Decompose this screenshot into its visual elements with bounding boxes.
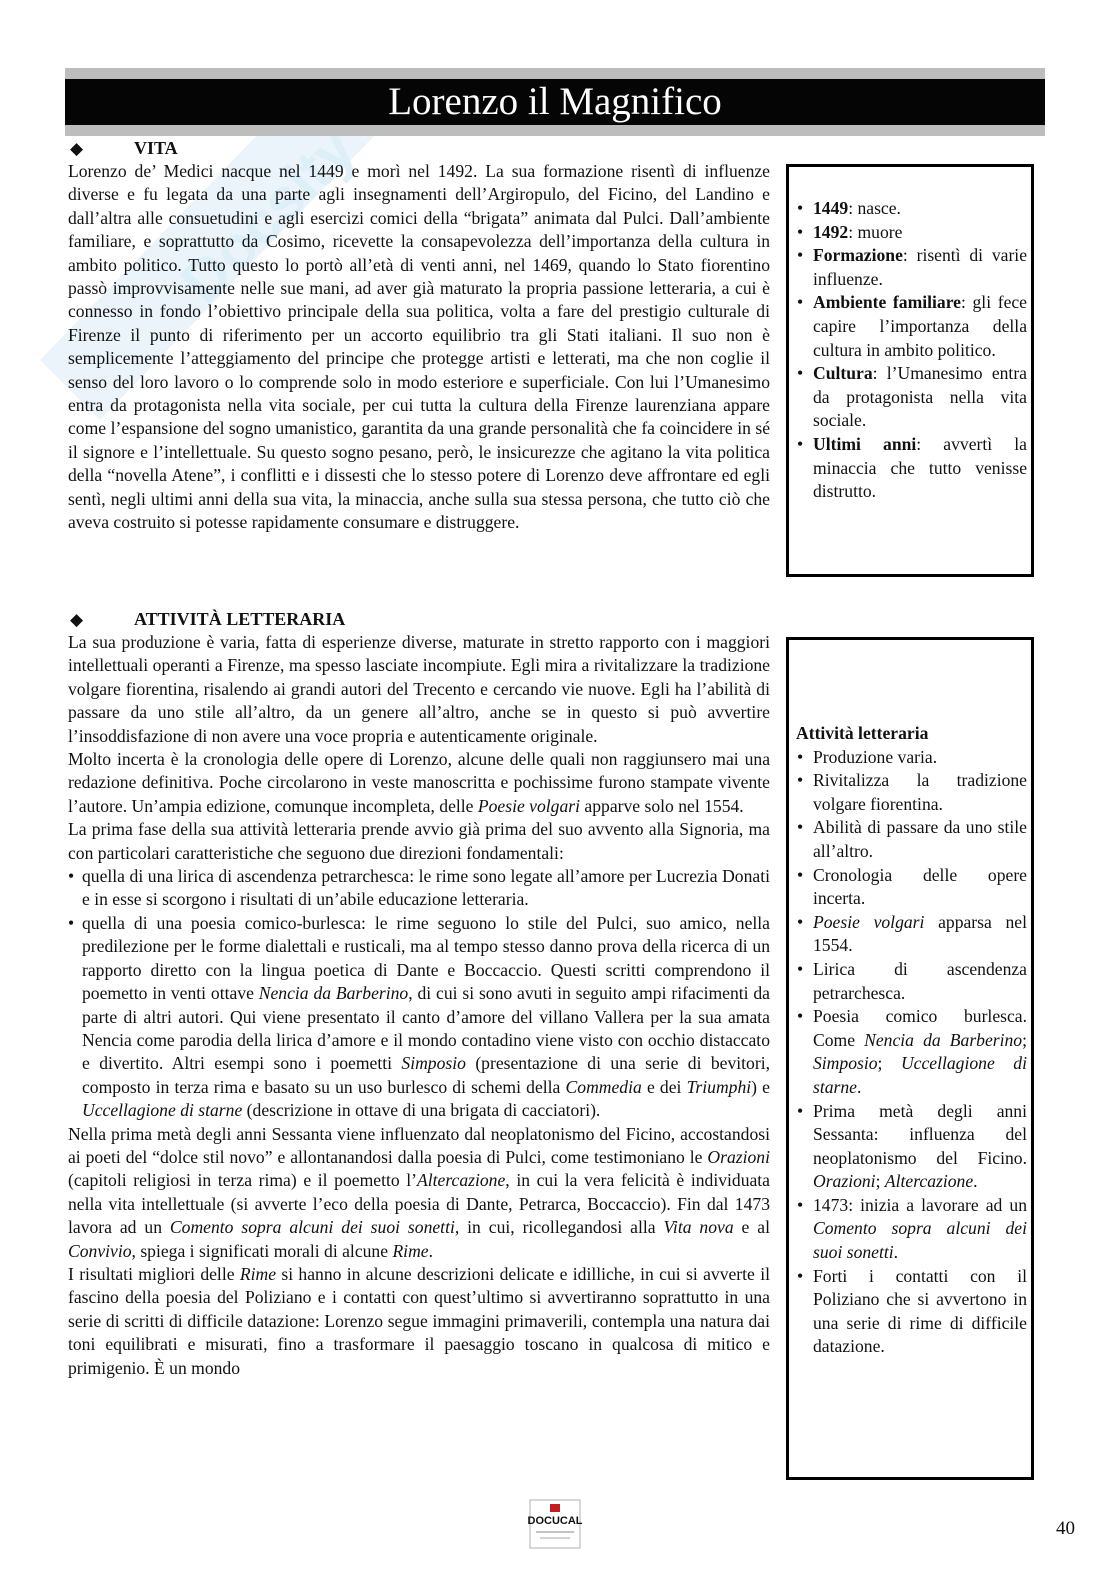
section-heading-attivita xyxy=(68,608,770,631)
diamond-bullet-icon: ◆ xyxy=(70,139,84,158)
diamond-bullet-icon: ◆ xyxy=(70,610,84,629)
logo-text: DOCUCAL xyxy=(527,1515,583,1527)
list-item: • quella di una lirica di ascendenza petrarchesca: le rime sono legate all’amore per Lucrezia Donati e in esse si scorgono i risultati di un’abile educazione letteraria. xyxy=(82,865,770,912)
list-item: • Ultimi anni: avvertì la minaccia che tutto venisse distrutto. xyxy=(813,433,1027,504)
sidebar-list xyxy=(796,746,1027,1359)
list-item: • Formazione: risentì di varie influenze. xyxy=(813,244,1027,291)
heading-text: ATTIVITÀ LETTERARIA xyxy=(134,609,346,629)
list-item: • Rivitalizza la tradizione volgare fiorentina. xyxy=(813,769,1027,816)
heading-text: VITA xyxy=(134,138,178,158)
list-item: • 1473: inizia a lavorare ad un Comento sopra alcuni dei suoi sonetti. xyxy=(813,1194,1027,1265)
sidebar-list xyxy=(796,197,1027,504)
watermark-text: Docsity xyxy=(167,115,369,316)
list-item: • Poesie volgari apparsa nel 1554. xyxy=(813,911,1027,958)
section-attivita-letteraria xyxy=(68,608,770,1380)
sidebar-box-attivita xyxy=(786,637,1034,1480)
list-item: • Abilità di passare da uno stile all’altro. xyxy=(813,816,1027,863)
list-item: • quella di una poesia comico-burlesca: le rime seguono lo stile del Pulci, suo amico, nella predilezione per le forme dialettali e rusticali, ma al tempo stesso danno prova della ricerca di un rapporto diretto con la lingua poetica di Dante e Boccaccio. Questi scritti comprendono il poemetto in venti ottave Nencia da Barberino, di cui si sono avuti in seguito ampi rifacimenti da parte di altri autori. Qui viene presentato il canto d’amore del villano Vallera per la sua amata Nencia come parodia della lirica d’amore e il mondo contadino viene visto con occhio distaccato e divertito. Altri esempi sono i poemetti Simposio (presentazione di una serie di bevitori, composto in terza rima e basato su un uso burlesco di schemi della Commedia e dei Triumphi) e Uccellagione di starne (descrizione in ottave di una brigata di cacciatori). xyxy=(82,912,770,1123)
attivita-paragraph-1: La sua produzione è varia, fatta di esperienze diverse, maturate in stretto rapporto con i maggiori intellettuali operanti a Firenze, ma spesso lasciate incompiute. Egli mira a rivitalizzare la tradizione volgare fiorentina, risalendo ai grandi autori del Trecento e cercando vie nuove. Egli ha l’abilità di passare da uno stile all’altro, da un genere all’altro, anche se in questo si può avvertire l’insoddisfazione di non avere una voce propria e autenticamente originale. xyxy=(68,632,770,746)
directions-list xyxy=(68,865,770,1122)
vita-paragraph: Lorenzo de’ Medici nacque nel 1449 e morì nel 1492. La sua formazione risentì di influenze diverse e fu legata da una parte agli insegnamenti dell’Argiropulo, del Ficino, del Landino e dall’altra alle consuetudini e agli esercizi comici della “brigata” animata dal Pulci. Dall’ambiente familiare, e soprattutto da Cosimo, ricevette la consapevolezza dell’importanza della cultura in ambito politico. Tutto questo lo portò all’età di venti anni, nel 1469, quando lo Stato fiorentino passò improvvisamente nelle sue mani, ad aver già maturato la propria passione letteraria, a cui è connesso in fondo l’obiettivo principale della sua politica, volta a fare del prestigio culturale di Firenze il punto di riferimento per un accorto equilibrio tra gli Stati italiani. Il suo non è semplicemente l’atteggiamento del principe che protegge artisti e letterati, ma che non coglie il senso del loro lavoro o lo comprende solo in modo esteriore e superficiale. Con lui l’Umanesimo entra da protagonista nella vita sociale, per cui tutta la cultura della Firenze laurenziana appare come l’espansione del sogno umanistico, garantita da una grande personalità che fa coincidere in sé il signore e l’intellettuale. Su questo sogno pesano, però, le insicurezze che agitano la vita politica della “novella Atene”, i conflitti e i dissesti che lo stesso potere di Lorenzo deve affrontare ed egli sentì, negli ultimi anni della sua vita, la minaccia, anche sulla sua stessa persona, che tutto ciò che aveva costruito si potesse rapidamente consumare e distruggere. xyxy=(68,161,770,533)
list-item: • Lirica di ascendenza petrarchesca. xyxy=(813,958,1027,1005)
sidebar-box-vita xyxy=(786,164,1034,577)
page-number: 40 xyxy=(1056,1518,1075,1539)
page-title: Lorenzo il Magnifico xyxy=(65,79,1045,125)
list-item: • Forti i contatti con il Poliziano che si avvertono in una serie di rime di difficile datazione. xyxy=(813,1265,1027,1359)
attivita-paragraph-3: La prima fase della sua attività letteraria prende avvio già prima del suo avvento alla Signoria, ma con particolari caratteristiche che seguono due direzioni fondamentali: xyxy=(68,819,770,863)
attivita-paragraph-5: I risultati migliori delle Rime si hanno in alcune descrizioni delicate e idilliche, in cui si avverte il fascino della poesia del Poliziano e i contatti con quest’ultimo si avvertiranno soprattutto in una serie di scritti di difficile datazione: Lorenzo segue immagini primaverili, contempla una natura dai toni equilibrati e misurati, fino a trasformare il paesaggio toscano in qualcosa di mitico e primigenio. È un mondo xyxy=(68,1263,770,1378)
attivita-paragraph-4: Nella prima metà degli anni Sessanta viene influenzato dal neoplatonismo del Ficino, accostandosi ai poeti del “dolce stil novo” e allontanandosi dalla poesia di Pulci, come testimoniano le Orazioni (capitoli religiosi in terza rima) e il poemetto l’Altercazione, in cui la vera felicità è individuata nella vita intellettuale (si avverte l’eco della poesia di Dante, Petrarca, Boccaccio). Fin dal 1473 lavora ad un Comento sopra alcuni dei suoi sonetti, in cui, ricollegandosi alla Vita nova e al Convivio, spiega i significati morali di alcune Rime. xyxy=(68,1123,770,1261)
list-item: • 1492: muore xyxy=(813,221,1027,245)
list-item: • Cultura: l’Umanesimo entra da protagonista nella vita sociale. xyxy=(813,362,1027,433)
list-item: • Ambiente familiare: gli fece capire l’importanza della cultura in ambito politico. xyxy=(813,291,1027,362)
section-vita xyxy=(68,137,770,535)
list-item: • Produzione varia. xyxy=(813,746,1027,770)
list-item: • Cronologia delle opere incerta. xyxy=(813,864,1027,911)
attivita-paragraph-2: Molto incerta è la cronologia delle opere di Lorenzo, alcune delle quali non raggiunsero mai una redazione definitiva. Poche circolarono in veste manoscritta e pochissime furono stampate vivente l’autore. Un’ampia edizione, comunque incompleta, delle Poesie volgari apparve solo nel 1554. xyxy=(68,749,770,816)
list-item: • Prima metà degli anni Sessanta: influenza del neoplatonismo del Ficino. Orazioni; Altercazione. xyxy=(813,1100,1027,1194)
section-heading-vita xyxy=(68,137,770,160)
docucal-logo xyxy=(520,1498,590,1550)
list-item: • 1449: nasce. xyxy=(813,197,1027,221)
list-item: • Poesia comico burlesca. Come Nencia da Barberino; Simposio; Uccellagione di starne. xyxy=(813,1005,1027,1099)
sidebar-title: Attività letteraria xyxy=(796,723,929,743)
